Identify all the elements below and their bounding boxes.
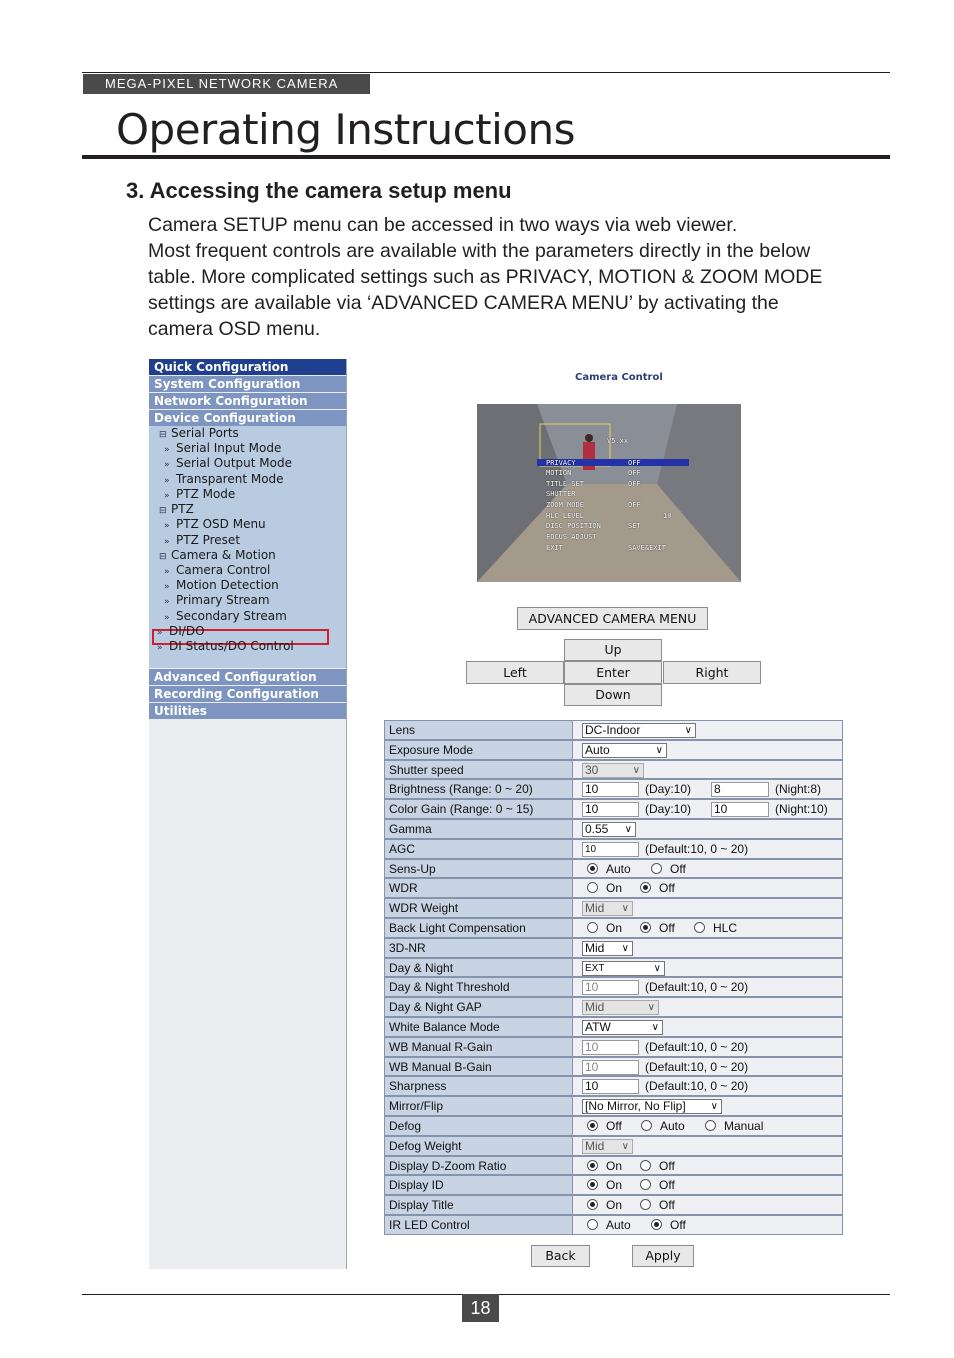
white-balance-mode-select[interactable] bbox=[582, 1020, 663, 1035]
ir-led-auto-radio[interactable] bbox=[587, 1219, 598, 1230]
double-arrow-icon: » bbox=[164, 445, 170, 455]
sidebar bbox=[149, 359, 347, 1269]
day-night-threshold-hint: (Default:10, 0 ~ 20) bbox=[645, 980, 749, 995]
radio-label: Off bbox=[659, 921, 675, 935]
display-id-off-radio[interactable] bbox=[640, 1179, 651, 1190]
select-value: 30 bbox=[585, 762, 599, 777]
table-row bbox=[384, 1215, 843, 1235]
param-value bbox=[573, 779, 843, 799]
wb-b-gain-hint: (Default:10, 0 ~ 20) bbox=[645, 1059, 749, 1074]
param-value bbox=[573, 819, 843, 839]
sidebar-item-primary-stream[interactable]: » Primary Stream bbox=[164, 593, 270, 607]
agc-hint: (Default:10, 0 ~ 20) bbox=[645, 841, 749, 856]
radio-label: Off bbox=[606, 1119, 622, 1133]
wdr-off-radio[interactable] bbox=[640, 882, 651, 893]
gamma-select[interactable] bbox=[582, 822, 636, 837]
sidebar-header-quick-configuration[interactable]: Quick Configuration bbox=[149, 359, 346, 375]
chevron-down-icon: ∨ bbox=[621, 903, 629, 915]
table-row bbox=[384, 1116, 843, 1136]
osd-value: SET bbox=[628, 522, 641, 530]
osd-key: FOCUS ADJUST bbox=[546, 533, 597, 541]
minus-box-icon: ⊟ bbox=[159, 506, 167, 516]
wb-r-gain-hint: (Default:10, 0 ~ 20) bbox=[645, 1039, 749, 1054]
radio-label: Off bbox=[659, 1178, 675, 1193]
ir-led-off-radio[interactable] bbox=[651, 1219, 662, 1230]
radio-label: Off bbox=[670, 861, 686, 876]
sidebar-item-ptz-mode[interactable]: » PTZ Mode bbox=[164, 487, 236, 501]
shutter-speed-select[interactable] bbox=[582, 763, 644, 778]
param-value bbox=[573, 1076, 843, 1096]
radio-label: Auto bbox=[660, 1119, 685, 1133]
param-value bbox=[573, 1057, 843, 1077]
osd-key: ZOOM MODE bbox=[546, 501, 584, 509]
param-label: Mirror/Flip bbox=[384, 1096, 573, 1116]
nav-up-button[interactable]: Up bbox=[564, 639, 662, 661]
param-value bbox=[573, 958, 843, 978]
param-label: WDR bbox=[384, 878, 573, 898]
table-row bbox=[384, 839, 843, 859]
radio-label: Auto bbox=[606, 861, 631, 876]
sidebar-item-serial-ports[interactable]: ⊟ Serial Ports bbox=[159, 426, 239, 440]
sidebar-item-di-do[interactable]: » DI/DO bbox=[157, 624, 205, 638]
param-value bbox=[573, 1156, 843, 1176]
param-label: Gamma bbox=[384, 819, 573, 839]
select-value: 0.55 bbox=[585, 822, 609, 836]
wb-b-gain-input[interactable]: 10 bbox=[582, 1060, 639, 1075]
param-value bbox=[573, 1195, 843, 1215]
table-row bbox=[384, 1175, 843, 1195]
param-label: Display Title bbox=[384, 1195, 573, 1215]
param-value bbox=[573, 1215, 843, 1235]
brightness-day-input[interactable]: 10 bbox=[582, 782, 639, 797]
param-value bbox=[573, 1096, 843, 1116]
section-heading: 3. Accessing the camera setup menu bbox=[126, 178, 512, 203]
table-row bbox=[384, 898, 843, 918]
table-row bbox=[384, 1017, 843, 1037]
chevron-down-icon: ∨ bbox=[647, 1002, 655, 1014]
param-label: Day & Night bbox=[384, 958, 573, 978]
page-number: 18 bbox=[462, 1294, 499, 1322]
param-value bbox=[573, 720, 843, 740]
select-value: [No Mirror, No Flip] bbox=[585, 1099, 686, 1114]
double-arrow-icon: » bbox=[164, 537, 170, 547]
param-value bbox=[573, 918, 843, 938]
double-arrow-icon: » bbox=[157, 628, 163, 638]
double-arrow-icon: » bbox=[164, 521, 170, 531]
sidebar-header-device-configuration[interactable]: Device Configuration bbox=[149, 410, 346, 426]
wb-r-gain-input[interactable]: 10 bbox=[582, 1040, 639, 1055]
select-value: Mid bbox=[585, 1138, 605, 1153]
param-value bbox=[573, 740, 843, 760]
param-label: WB Manual B-Gain bbox=[384, 1057, 573, 1077]
display-title-on-radio[interactable] bbox=[587, 1199, 598, 1210]
sidebar-tree bbox=[149, 426, 346, 668]
table-row bbox=[384, 1195, 843, 1215]
osd-value: OFF bbox=[628, 459, 641, 467]
double-arrow-icon: » bbox=[164, 613, 170, 623]
sidebar-item-ptz-preset[interactable]: » PTZ Preset bbox=[164, 533, 241, 547]
param-label: Display ID bbox=[384, 1175, 573, 1195]
param-label: 3D-NR bbox=[384, 938, 573, 958]
color-gain-night-label: (Night:10) bbox=[775, 802, 828, 817]
sens-up-auto-radio[interactable] bbox=[587, 863, 598, 874]
day-night-select[interactable] bbox=[582, 961, 665, 976]
exposure-mode-select[interactable] bbox=[582, 743, 667, 758]
param-label: Shutter speed bbox=[384, 760, 573, 780]
param-label: Color Gain (Range: 0 ~ 15) bbox=[384, 799, 573, 819]
param-label: Brightness (Range: 0 ~ 20) bbox=[384, 779, 573, 799]
table-row bbox=[384, 878, 843, 898]
nav-enter-button[interactable]: Enter bbox=[564, 661, 662, 684]
brightness-day-label: (Day:10) bbox=[645, 782, 692, 797]
defog-off-radio[interactable] bbox=[587, 1120, 598, 1131]
chevron-down-icon: ∨ bbox=[621, 942, 629, 954]
param-value bbox=[573, 1116, 843, 1136]
radio-label: Off bbox=[659, 1198, 675, 1213]
table-row bbox=[384, 1076, 843, 1096]
dzoom-on-radio[interactable] bbox=[587, 1160, 598, 1171]
param-value bbox=[573, 997, 843, 1017]
table-row bbox=[384, 720, 843, 740]
double-arrow-icon: » bbox=[164, 567, 170, 577]
radio-label: Off bbox=[659, 881, 675, 896]
param-label: Exposure Mode bbox=[384, 740, 573, 760]
param-label: Sens-Up bbox=[384, 859, 573, 879]
osd-key: MOTION bbox=[546, 469, 572, 477]
body-text bbox=[148, 212, 868, 342]
param-label: Day & Night Threshold bbox=[384, 977, 573, 997]
radio-label: On bbox=[606, 881, 623, 896]
apply-button[interactable]: Apply bbox=[632, 1245, 694, 1267]
body-line: Most frequent controls are available with the parameters directly in the below bbox=[148, 240, 811, 262]
param-value bbox=[573, 1136, 843, 1156]
osd-key: TITLE SET bbox=[546, 480, 584, 488]
param-label: Display D-Zoom Ratio bbox=[384, 1156, 573, 1176]
select-value: Auto bbox=[585, 742, 610, 757]
camera-control-title: Camera Control bbox=[575, 372, 663, 383]
table-row bbox=[384, 779, 843, 799]
chevron-down-icon: ∨ bbox=[624, 824, 632, 835]
param-label: WB Manual R-Gain bbox=[384, 1037, 573, 1057]
select-value: DC-Indoor bbox=[585, 723, 641, 737]
param-value bbox=[573, 878, 843, 898]
osd-value: 10 bbox=[663, 512, 672, 520]
wdr-on-radio[interactable] bbox=[587, 882, 598, 893]
display-id-on-radio[interactable] bbox=[587, 1179, 598, 1190]
sens-up-off-radio[interactable] bbox=[651, 863, 662, 874]
color-gain-day-input[interactable]: 10 bbox=[582, 802, 639, 817]
param-label: White Balance Mode bbox=[384, 1017, 573, 1037]
dzoom-off-radio[interactable] bbox=[640, 1160, 651, 1171]
sidebar-item-transparent-mode[interactable]: » Transparent Mode bbox=[164, 472, 284, 486]
double-arrow-icon: » bbox=[164, 491, 170, 501]
radio-label: Auto bbox=[606, 1218, 631, 1232]
sidebar-item-ptz-osd-menu[interactable]: » PTZ OSD Menu bbox=[164, 517, 266, 531]
param-label: AGC bbox=[384, 839, 573, 859]
table-row bbox=[384, 799, 843, 819]
mirror-flip-select[interactable] bbox=[582, 1099, 722, 1114]
double-arrow-icon: » bbox=[164, 597, 170, 607]
header-tag: MEGA-PIXEL NETWORK CAMERA bbox=[83, 74, 370, 94]
table-row bbox=[384, 1037, 843, 1057]
chevron-down-icon: ∨ bbox=[621, 1140, 629, 1152]
nav-right-button[interactable]: Right bbox=[663, 661, 761, 684]
param-label: IR LED Control bbox=[384, 1215, 573, 1235]
color-gain-day-label: (Day:10) bbox=[645, 802, 692, 817]
sharpness-hint: (Default:10, 0 ~ 20) bbox=[645, 1079, 749, 1094]
sharpness-input[interactable]: 10 bbox=[582, 1079, 639, 1094]
table-row bbox=[384, 760, 843, 780]
param-value bbox=[573, 859, 843, 879]
radio-label: On bbox=[606, 1178, 623, 1193]
select-value: Mid bbox=[585, 940, 605, 955]
sidebar-item-ptz[interactable]: ⊟ PTZ bbox=[159, 502, 194, 516]
osd-key: DISC POSITION bbox=[546, 522, 601, 530]
blc-off-radio[interactable] bbox=[640, 922, 651, 933]
defog-manual-radio[interactable] bbox=[705, 1120, 716, 1131]
param-value bbox=[573, 760, 843, 780]
radio-label: On bbox=[606, 921, 623, 935]
sidebar-item-serial-input-mode[interactable]: » Serial Input Mode bbox=[164, 441, 282, 455]
param-value bbox=[573, 938, 843, 958]
osd-value: OFF bbox=[628, 469, 641, 477]
table-row bbox=[384, 1156, 843, 1176]
table-row bbox=[384, 938, 843, 958]
day-night-gap-select[interactable] bbox=[582, 1000, 659, 1015]
display-title-off-radio[interactable] bbox=[640, 1199, 651, 1210]
minus-box-icon: ⊟ bbox=[159, 430, 167, 440]
param-label: Day & Night GAP bbox=[384, 997, 573, 1017]
body-line: settings are available via ‘ADVANCED CAMERA MENU’ by activating the bbox=[148, 292, 779, 314]
advanced-camera-menu-button[interactable]: ADVANCED CAMERA MENU bbox=[517, 607, 708, 630]
radio-label: HLC bbox=[713, 921, 738, 935]
param-label: WDR Weight bbox=[384, 898, 573, 918]
defog-auto-radio[interactable] bbox=[641, 1120, 652, 1131]
day-night-threshold-input[interactable]: 10 bbox=[582, 980, 639, 995]
osd-key: SHUTTER bbox=[546, 490, 576, 498]
lens-select[interactable] bbox=[582, 723, 696, 738]
color-gain-night-input[interactable]: 10 bbox=[711, 802, 769, 817]
chevron-down-icon: ∨ bbox=[684, 725, 692, 736]
table-row bbox=[384, 819, 843, 839]
param-label: Sharpness bbox=[384, 1076, 573, 1096]
chevron-down-icon: ∨ bbox=[653, 962, 661, 974]
param-label: Defog bbox=[384, 1116, 573, 1136]
select-value: Mid bbox=[585, 901, 605, 916]
sidebar-item-camera-control[interactable]: » Camera Control bbox=[164, 563, 271, 577]
defog-weight-select[interactable] bbox=[582, 1139, 633, 1154]
osd-key: HLC LEVEL bbox=[546, 512, 584, 520]
osd-value: OFF bbox=[628, 480, 641, 488]
brightness-night-label: (Night:8) bbox=[775, 782, 822, 797]
sidebar-item-secondary-stream[interactable]: » Secondary Stream bbox=[164, 609, 287, 623]
param-value bbox=[573, 839, 843, 859]
sidebar-item-di-status-do-control[interactable]: » DI Status/DO Control bbox=[157, 639, 294, 653]
body-line: Camera SETUP menu can be accessed in two ways via web viewer. bbox=[148, 214, 738, 236]
param-value bbox=[573, 898, 843, 918]
sidebar-header-system-configuration[interactable]: System Configuration bbox=[149, 376, 346, 392]
nav-left-button[interactable]: Left bbox=[466, 661, 564, 684]
table-row bbox=[384, 1096, 843, 1116]
table-row bbox=[384, 740, 843, 760]
table-row bbox=[384, 1136, 843, 1156]
header-top-rule bbox=[82, 72, 890, 73]
double-arrow-icon: » bbox=[164, 582, 170, 592]
select-value: Mid bbox=[585, 1000, 605, 1015]
wdr-weight-select[interactable] bbox=[582, 901, 633, 916]
osd-key: PRIVACY bbox=[546, 459, 576, 467]
radio-label: On bbox=[606, 1158, 623, 1173]
param-label: Lens bbox=[384, 720, 573, 740]
radio-label: Manual bbox=[724, 1119, 764, 1133]
select-value: EXT bbox=[585, 962, 605, 974]
sidebar-item-camera-motion[interactable]: ⊟ Camera & Motion bbox=[159, 548, 276, 562]
chevron-down-icon: ∨ bbox=[632, 764, 640, 776]
table-row bbox=[384, 1057, 843, 1077]
param-value bbox=[573, 1017, 843, 1037]
radio-label: Off bbox=[670, 1218, 686, 1232]
select-value: ATW bbox=[585, 1020, 611, 1034]
sidebar-header-recording-configuration[interactable]: Recording Configuration bbox=[149, 686, 346, 702]
sidebar-item-serial-output-mode[interactable]: » Serial Output Mode bbox=[164, 456, 292, 470]
camera-parameter-table bbox=[384, 720, 843, 1234]
page-title: Operating Instructions bbox=[116, 105, 575, 154]
double-arrow-icon: » bbox=[164, 460, 170, 470]
corridor-scene bbox=[477, 404, 741, 582]
table-row bbox=[384, 958, 843, 978]
agc-input[interactable]: 10 bbox=[582, 842, 639, 857]
radio-label: Off bbox=[659, 1158, 675, 1173]
sidebar-header-utilities[interactable]: Utilities bbox=[149, 703, 346, 719]
param-value bbox=[573, 1037, 843, 1057]
chevron-down-icon: ∨ bbox=[710, 1101, 718, 1113]
param-value bbox=[573, 977, 843, 997]
osd-value: OFF bbox=[628, 501, 641, 509]
blc-hlc-radio[interactable] bbox=[694, 922, 705, 933]
3d-nr-select[interactable] bbox=[582, 941, 633, 956]
osd-value: SAVE&EXIT bbox=[628, 544, 666, 552]
chevron-down-icon: ∨ bbox=[651, 1022, 659, 1033]
sidebar-item-motion-detection[interactable]: » Motion Detection bbox=[164, 578, 279, 592]
param-label: Defog Weight bbox=[384, 1136, 573, 1156]
blc-on-radio[interactable] bbox=[587, 922, 598, 933]
minus-box-icon: ⊟ bbox=[159, 552, 167, 562]
chevron-down-icon: ∨ bbox=[655, 744, 663, 756]
param-value bbox=[573, 1175, 843, 1195]
table-row bbox=[384, 918, 843, 938]
body-line: camera OSD menu. bbox=[148, 318, 321, 340]
camera-video-preview bbox=[477, 404, 741, 582]
radio-label: On bbox=[606, 1198, 623, 1213]
double-arrow-icon: » bbox=[157, 643, 163, 653]
nav-down-button[interactable]: Down bbox=[564, 684, 662, 706]
param-value bbox=[573, 799, 843, 819]
double-arrow-icon: » bbox=[164, 476, 170, 486]
osd-key: EXIT bbox=[546, 544, 563, 552]
table-row bbox=[384, 859, 843, 879]
osd-version: V5.xx bbox=[607, 437, 629, 445]
header-bottom-rule bbox=[82, 155, 890, 159]
table-row bbox=[384, 977, 843, 997]
back-button[interactable]: Back bbox=[531, 1245, 590, 1267]
param-label: Back Light Compensation bbox=[384, 918, 573, 938]
brightness-night-input[interactable]: 8 bbox=[711, 782, 769, 797]
sidebar-header-advanced-configuration[interactable]: Advanced Configuration bbox=[149, 669, 346, 685]
sidebar-header-network-configuration[interactable]: Network Configuration bbox=[149, 393, 346, 409]
table-row bbox=[384, 997, 843, 1017]
body-line: table. More complicated settings such as PRIVACY, MOTION & ZOOM MODE bbox=[148, 266, 823, 288]
